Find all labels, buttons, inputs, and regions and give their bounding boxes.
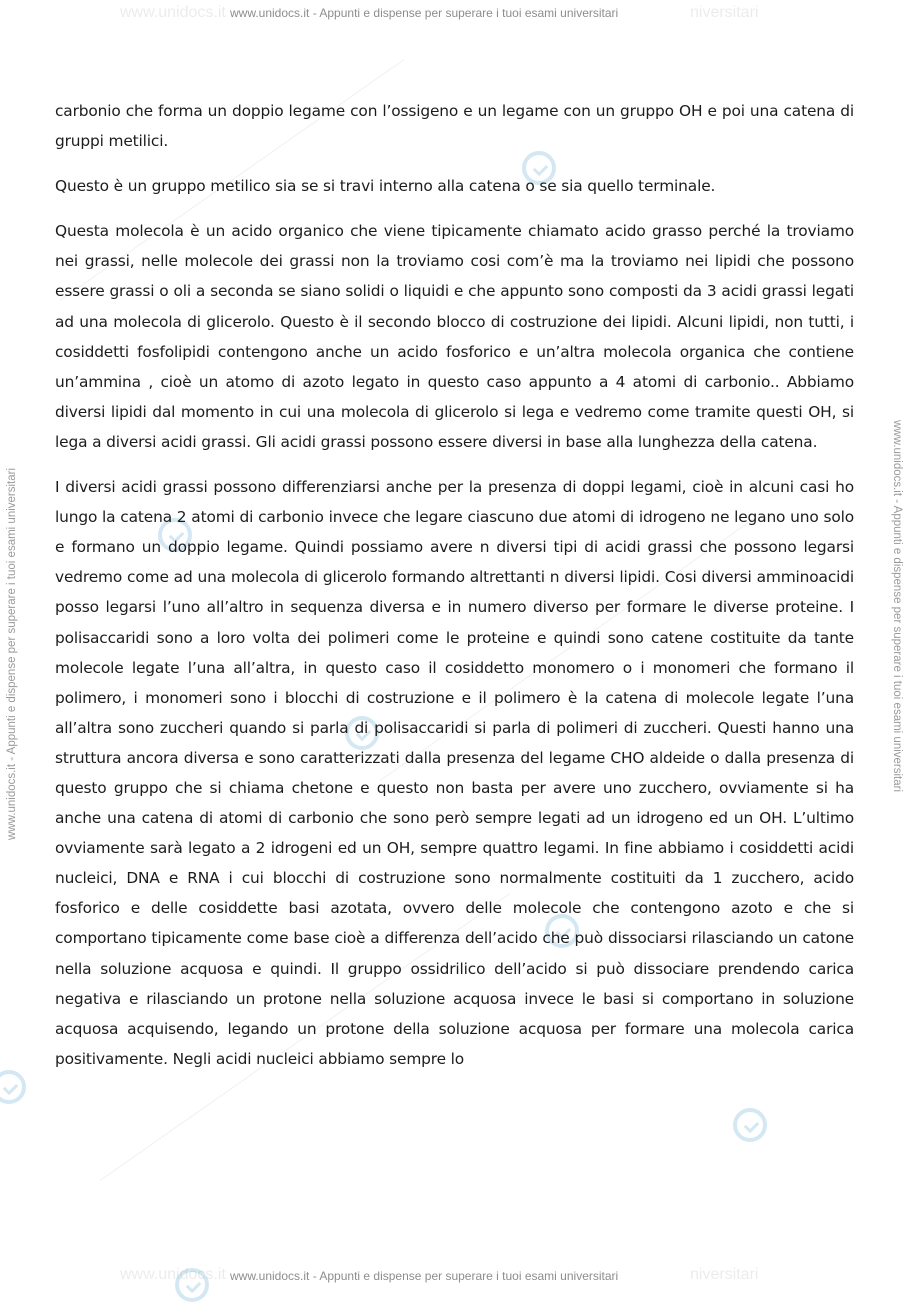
paragraph-2: Questo è un gruppo metilico sia se si travi interno alla catena o se sia quello terminale. xyxy=(55,177,716,196)
unidocs-checkmark-icon xyxy=(175,1268,209,1302)
header-ghost-watermark: www.unidocs.it xyxy=(120,4,226,21)
document-body xyxy=(55,96,854,1089)
footer-ghost-watermark: www.unidocs.it xyxy=(120,1266,226,1283)
paragraph-1: carbonio che forma un doppio legame con l’ossigeno e un legame con un gruppo OH e poi una catena di gruppi metilici. xyxy=(55,102,854,151)
right-side-watermark: www.unidocs.it - Appunti e dispense per superare i tuoi esami universitari xyxy=(891,420,903,793)
unidocs-checkmark-icon xyxy=(733,1108,767,1142)
paragraph-3: Questa molecola è un acido organico che viene tipicamente chiamato acido grasso perché la troviamo nei grassi, nelle molecole dei grassi non la troviamo cosi com’è ma la troviamo nei lipidi che possono essere grassi o oli a seconda se siano solidi o liquidi e che appunto sono composti da 3 acidi grassi legati ad una molecola di glicerolo. Questo è il secondo blocco di costruzione dei lipidi. Alcuni lipidi, non tutti, i cosiddetti fosfolipidi contengono anche un acido fosforico e un’altra molecola organica che contiene un’ammina , cioè un atomo di azoto legato in questo caso appunto a 4 atomi di carbonio.. Abbiamo diversi lipidi dal momento in cui una molecola di glicerolo si lega e vedremo come tramite questi OH, si lega a diversi acidi grassi. Gli acidi grassi possono essere diversi in base alla lunghezza della catena. xyxy=(55,222,854,451)
header-watermark: www.unidocs.it - Appunti e dispense per superare i tuoi esami universitari xyxy=(230,6,619,20)
footer-watermark: www.unidocs.it - Appunti e dispense per superare i tuoi esami universitari xyxy=(230,1269,619,1283)
footer-ghost-watermark-right: niversitari xyxy=(690,1266,759,1283)
header-ghost-watermark-right: niversitari xyxy=(690,4,759,21)
paragraph-4: I diversi acidi grassi possono differenziarsi anche per la presenza di doppi legami, cioè in alcuni casi ho lungo la catena 2 atomi di carbonio invece che legare ciascuno due atomi di idrogeno ne legano uno solo e formano un doppio legame. Quindi possiamo avere n diversi tipi di acidi grassi che possono legarsi vedremo come ad una molecola di glicerolo formando altrettanti n diversi lipidi. Cosi diversi amminoacidi posso legarsi l’uno all’altro in sequenza diversa e in numero diverso per formare le diverse proteine. I polisaccaridi sono a loro volta dei polimeri come le proteine e quindi sono catene costituite da tante molecole legate l’una all’altra, in questo caso il cosiddetto monomero o i monomeri che formano il polimero, i monomeri sono i blocchi di costruzione e il polimero è la catena di molecole legate l’una all’altra sono zuccheri quando si parla di polisaccaridi si parla di polimeri di zuccheri. Questi hanno una struttura ancora diversa e sono caratterizzati dalla presenza del legame CHO aldeide o dalla presenza di questo gruppo che si chiama chetone e questo non basta per avere uno zucchero, ovviamente si ha anche una catena di atomi di carbonio che sono però sempre legati ad un idrogeno ed un OH. L’ultimo ovviamente sarà legato a 2 idrogeni ed un OH, sempre quattro legami. In fine abbiamo i cosiddetti acidi nucleici, DNA e RNA i cui blocchi di costruzione sono normalmente costituiti da 1 zucchero, acido fosforico e delle cosiddette basi azotata, ovvero delle molecole che contengono azoto e che si comportano tipicamente come base cioè a differenza dell’acido che può dissociarsi rilasciando un catone nella soluzione acquosa e quindi. Il gruppo ossidrilico dell’acido si può dissociare prendendo carica negativa e rilasciando un protone nella soluzione acquosa invece le basi si comportano in soluzione acquosa acquisendo, legando un protone della soluzione acquosa per formare una molecola carica positivamente. Negli acidi nucleici abbiamo sempre lo xyxy=(55,478,854,1068)
unidocs-checkmark-icon xyxy=(0,1070,26,1104)
left-side-watermark: www.unidocs.it - Appunti e dispense per superare i tuoi esami universitari xyxy=(6,467,18,840)
